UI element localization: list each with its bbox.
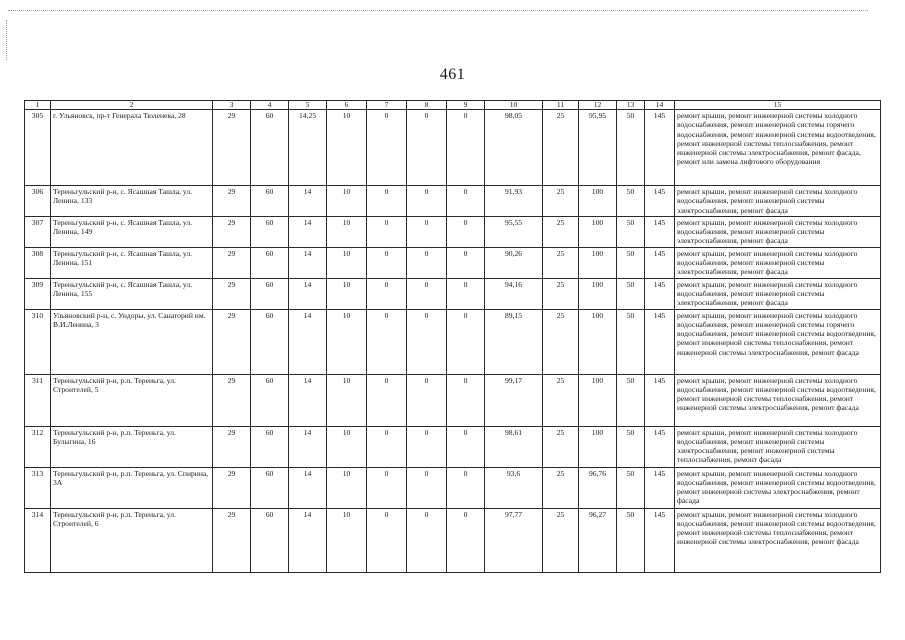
col-6: 10 bbox=[327, 374, 367, 426]
column-header-15: 15 bbox=[675, 101, 881, 110]
col-13: 50 bbox=[617, 467, 645, 508]
row-number: 305 bbox=[25, 110, 51, 186]
col-9: 0 bbox=[447, 278, 485, 309]
col-3: 29 bbox=[213, 426, 251, 467]
col-8: 0 bbox=[407, 216, 447, 247]
col-4: 60 bbox=[251, 467, 289, 508]
works-list: ремонт крыши, ремонт инженерной системы холодного водоснабжения, ремонт инженерной системы электроснабжения, ремонт фасада bbox=[675, 216, 881, 247]
col-11: 25 bbox=[543, 374, 579, 426]
col-4: 60 bbox=[251, 186, 289, 217]
col-10: 95,55 bbox=[485, 216, 543, 247]
col-8: 0 bbox=[407, 186, 447, 217]
col-8: 0 bbox=[407, 426, 447, 467]
col-7: 0 bbox=[367, 247, 407, 278]
table-body bbox=[25, 110, 881, 573]
scan-dotted-line bbox=[8, 10, 868, 13]
col-14: 145 bbox=[645, 216, 675, 247]
table-row bbox=[25, 309, 881, 374]
col-10: 98,05 bbox=[485, 110, 543, 186]
works-list: ремонт крыши, ремонт инженерной системы холодного водоснабжения, ремонт инженерной системы водоотведения, ремонт инженерной системы теплоснабжения, ремонт инженерной системы электроснабжения, ремонт фасада bbox=[675, 374, 881, 426]
col-4: 60 bbox=[251, 374, 289, 426]
col-10: 93,6 bbox=[485, 467, 543, 508]
col-11: 25 bbox=[543, 278, 579, 309]
scan-side-marks bbox=[6, 20, 9, 60]
col-12: 100 bbox=[579, 186, 617, 217]
col-13: 50 bbox=[617, 186, 645, 217]
col-5: 14 bbox=[289, 426, 327, 467]
works-list: ремонт крыши, ремонт инженерной системы холодного водоснабжения, ремонт инженерной системы водоотведения, ремонт инженерной системы теплоснабжения, ремонт инженерной системы электроснабжения, ремонт фасада bbox=[675, 508, 881, 572]
works-list: ремонт крыши, ремонт инженерной системы холодного водоснабжения, ремонт инженерной системы горячего водоснабжения, ремонт инженерной системы водоотведения, ремонт инженерной системы теплоснабжения, ремонт инженерной системы электроснабжения, ремонт фасада bbox=[675, 309, 881, 374]
col-8: 0 bbox=[407, 278, 447, 309]
col-3: 29 bbox=[213, 374, 251, 426]
col-6: 10 bbox=[327, 467, 367, 508]
page-number: 461 bbox=[439, 66, 466, 83]
col-13: 50 bbox=[617, 110, 645, 186]
col-7: 0 bbox=[367, 110, 407, 186]
col-14: 145 bbox=[645, 426, 675, 467]
col-7: 0 bbox=[367, 426, 407, 467]
col-7: 0 bbox=[367, 278, 407, 309]
col-9: 0 bbox=[447, 508, 485, 572]
col-9: 0 bbox=[447, 216, 485, 247]
col-5: 14 bbox=[289, 309, 327, 374]
works-list: ремонт крыши, ремонт инженерной системы холодного водоснабжения, ремонт инженерной системы электроснабжения, ремонт фасада bbox=[675, 247, 881, 278]
works-list: ремонт крыши, ремонт инженерной системы холодного водоснабжения, ремонт инженерной системы электроснабжения, ремонт фасада bbox=[675, 186, 881, 217]
row-number: 307 bbox=[25, 216, 51, 247]
col-5: 14 bbox=[289, 186, 327, 217]
column-header-1: 1 bbox=[25, 101, 51, 110]
address: Тереньгульский р-н, с. Ясашная Ташла, ул. Ленина, 149 bbox=[51, 216, 213, 247]
works-list: ремонт крыши, ремонт инженерной системы холодного водоснабжения, ремонт инженерной системы горячего водоснабжения, ремонт инженерной системы водоотведения, ремонт инженерной системы теплоснабжения, ремонт инженерной системы электроснабжения, ремонт фасада, ремонт или замена лифтового оборудования bbox=[675, 110, 881, 186]
col-12: 100 bbox=[579, 278, 617, 309]
col-9: 0 bbox=[447, 426, 485, 467]
col-14: 145 bbox=[645, 467, 675, 508]
column-header-4: 4 bbox=[251, 101, 289, 110]
col-7: 0 bbox=[367, 309, 407, 374]
col-11: 25 bbox=[543, 426, 579, 467]
col-10: 91,93 bbox=[485, 186, 543, 217]
address: Тереньгульский р-н, с. Ясашная Ташла, ул. Ленина, 133 bbox=[51, 186, 213, 217]
address: Тереньгульский р-н, р.п. Тереньга, ул. Спирина, 3А bbox=[51, 467, 213, 508]
col-6: 10 bbox=[327, 186, 367, 217]
col-11: 25 bbox=[543, 508, 579, 572]
col-8: 0 bbox=[407, 467, 447, 508]
col-7: 0 bbox=[367, 467, 407, 508]
col-13: 50 bbox=[617, 309, 645, 374]
row-number: 306 bbox=[25, 186, 51, 217]
col-14: 145 bbox=[645, 247, 675, 278]
column-header-12: 12 bbox=[579, 101, 617, 110]
column-header-7: 7 bbox=[367, 101, 407, 110]
column-header-9: 9 bbox=[447, 101, 485, 110]
address: Тереньгульский р-н, р.п. Тереньга, ул. Булыгина, 16 bbox=[51, 426, 213, 467]
col-11: 25 bbox=[543, 216, 579, 247]
col-4: 60 bbox=[251, 426, 289, 467]
col-12: 100 bbox=[579, 309, 617, 374]
col-12: 100 bbox=[579, 374, 617, 426]
row-number: 313 bbox=[25, 467, 51, 508]
col-8: 0 bbox=[407, 309, 447, 374]
address: Тереньгульский р-н, р.п. Тереньга, ул. Строителей, 5 bbox=[51, 374, 213, 426]
col-10: 94,16 bbox=[485, 278, 543, 309]
col-8: 0 bbox=[407, 374, 447, 426]
col-5: 14 bbox=[289, 374, 327, 426]
col-12: 96,76 bbox=[579, 467, 617, 508]
col-7: 0 bbox=[367, 508, 407, 572]
column-header-5: 5 bbox=[289, 101, 327, 110]
col-3: 29 bbox=[213, 110, 251, 186]
address: г. Ульяновск, пр-т Генерала Тюленева, 28 bbox=[51, 110, 213, 186]
col-12: 100 bbox=[579, 426, 617, 467]
col-9: 0 bbox=[447, 467, 485, 508]
col-10: 98,61 bbox=[485, 426, 543, 467]
column-header-2: 2 bbox=[51, 101, 213, 110]
col-8: 0 bbox=[407, 110, 447, 186]
col-5: 14 bbox=[289, 216, 327, 247]
table-row bbox=[25, 247, 881, 278]
col-4: 60 bbox=[251, 216, 289, 247]
col-13: 50 bbox=[617, 426, 645, 467]
column-header-3: 3 bbox=[213, 101, 251, 110]
col-9: 0 bbox=[447, 374, 485, 426]
col-4: 60 bbox=[251, 309, 289, 374]
col-3: 29 bbox=[213, 508, 251, 572]
col-12: 100 bbox=[579, 247, 617, 278]
address: Тереньгульский р-н, р.п. Тереньга, ул. Строителей, 6 bbox=[51, 508, 213, 572]
column-header-13: 13 bbox=[617, 101, 645, 110]
column-header-8: 8 bbox=[407, 101, 447, 110]
col-12: 96,27 bbox=[579, 508, 617, 572]
row-number: 310 bbox=[25, 309, 51, 374]
col-5: 14 bbox=[289, 247, 327, 278]
col-6: 10 bbox=[327, 247, 367, 278]
col-4: 60 bbox=[251, 247, 289, 278]
col-8: 0 bbox=[407, 508, 447, 572]
col-3: 29 bbox=[213, 247, 251, 278]
col-5: 14 bbox=[289, 508, 327, 572]
col-14: 145 bbox=[645, 309, 675, 374]
col-9: 0 bbox=[447, 110, 485, 186]
col-5: 14 bbox=[289, 467, 327, 508]
col-5: 14,25 bbox=[289, 110, 327, 186]
address: Ульяновский р-н, с. Ундоры, ул. Санаторий им. В.И.Ленина, 3 bbox=[51, 309, 213, 374]
col-5: 14 bbox=[289, 278, 327, 309]
column-header-11: 11 bbox=[543, 101, 579, 110]
col-10: 97,77 bbox=[485, 508, 543, 572]
col-13: 50 bbox=[617, 216, 645, 247]
works-table bbox=[24, 100, 881, 573]
col-9: 0 bbox=[447, 186, 485, 217]
col-10: 90,26 bbox=[485, 247, 543, 278]
column-header-6: 6 bbox=[327, 101, 367, 110]
col-8: 0 bbox=[407, 247, 447, 278]
col-13: 50 bbox=[617, 374, 645, 426]
col-11: 25 bbox=[543, 247, 579, 278]
table-row bbox=[25, 467, 881, 508]
col-11: 25 bbox=[543, 110, 579, 186]
table-row bbox=[25, 374, 881, 426]
works-list: ремонт крыши, ремонт инженерной системы холодного водоснабжения, ремонт инженерной системы электроснабжения, ремонт фасада bbox=[675, 278, 881, 309]
col-11: 25 bbox=[543, 186, 579, 217]
col-11: 25 bbox=[543, 309, 579, 374]
works-list: ремонт крыши, ремонт инженерной системы холодного водоснабжения, ремонт инженерной системы водоотведения, ремонт инженерной системы электроснабжения, ремонт фасада bbox=[675, 467, 881, 508]
table-row bbox=[25, 186, 881, 217]
col-6: 10 bbox=[327, 309, 367, 374]
col-3: 29 bbox=[213, 278, 251, 309]
col-4: 60 bbox=[251, 110, 289, 186]
col-13: 50 bbox=[617, 278, 645, 309]
col-6: 10 bbox=[327, 216, 367, 247]
col-14: 145 bbox=[645, 374, 675, 426]
col-14: 145 bbox=[645, 508, 675, 572]
col-6: 10 bbox=[327, 110, 367, 186]
col-3: 29 bbox=[213, 309, 251, 374]
column-header-10: 10 bbox=[485, 101, 543, 110]
col-10: 89,15 bbox=[485, 309, 543, 374]
row-number: 308 bbox=[25, 247, 51, 278]
col-9: 0 bbox=[447, 247, 485, 278]
header-row bbox=[25, 101, 881, 110]
row-number: 312 bbox=[25, 426, 51, 467]
col-13: 50 bbox=[617, 247, 645, 278]
row-number: 314 bbox=[25, 508, 51, 572]
table-row bbox=[25, 508, 881, 572]
col-6: 10 bbox=[327, 278, 367, 309]
table-row bbox=[25, 216, 881, 247]
col-3: 29 bbox=[213, 467, 251, 508]
table-row bbox=[25, 278, 881, 309]
col-4: 60 bbox=[251, 508, 289, 572]
col-12: 95,95 bbox=[579, 110, 617, 186]
col-9: 0 bbox=[447, 309, 485, 374]
works-list: ремонт крыши, ремонт инженерной системы холодного водоснабжения, ремонт инженерной системы электроснабжения, ремонт инженерной системы теплоснабжения, ремонт фасада bbox=[675, 426, 881, 467]
col-14: 145 bbox=[645, 186, 675, 217]
col-13: 50 bbox=[617, 508, 645, 572]
row-number: 311 bbox=[25, 374, 51, 426]
col-10: 99,17 bbox=[485, 374, 543, 426]
col-14: 145 bbox=[645, 278, 675, 309]
address: Тереньгульский р-н, с. Ясашная Ташла, ул. Ленина, 151 bbox=[51, 247, 213, 278]
col-6: 10 bbox=[327, 508, 367, 572]
col-7: 0 bbox=[367, 186, 407, 217]
col-3: 29 bbox=[213, 216, 251, 247]
address: Тереньгульский р-н, с. Ясашная Ташла, ул. Ленина, 155 bbox=[51, 278, 213, 309]
col-11: 25 bbox=[543, 467, 579, 508]
col-7: 0 bbox=[367, 374, 407, 426]
table-row bbox=[25, 426, 881, 467]
column-header-14: 14 bbox=[645, 101, 675, 110]
table-row bbox=[25, 110, 881, 186]
col-7: 0 bbox=[367, 216, 407, 247]
col-6: 10 bbox=[327, 426, 367, 467]
col-14: 145 bbox=[645, 110, 675, 186]
row-number: 309 bbox=[25, 278, 51, 309]
col-12: 100 bbox=[579, 216, 617, 247]
col-4: 60 bbox=[251, 278, 289, 309]
col-3: 29 bbox=[213, 186, 251, 217]
